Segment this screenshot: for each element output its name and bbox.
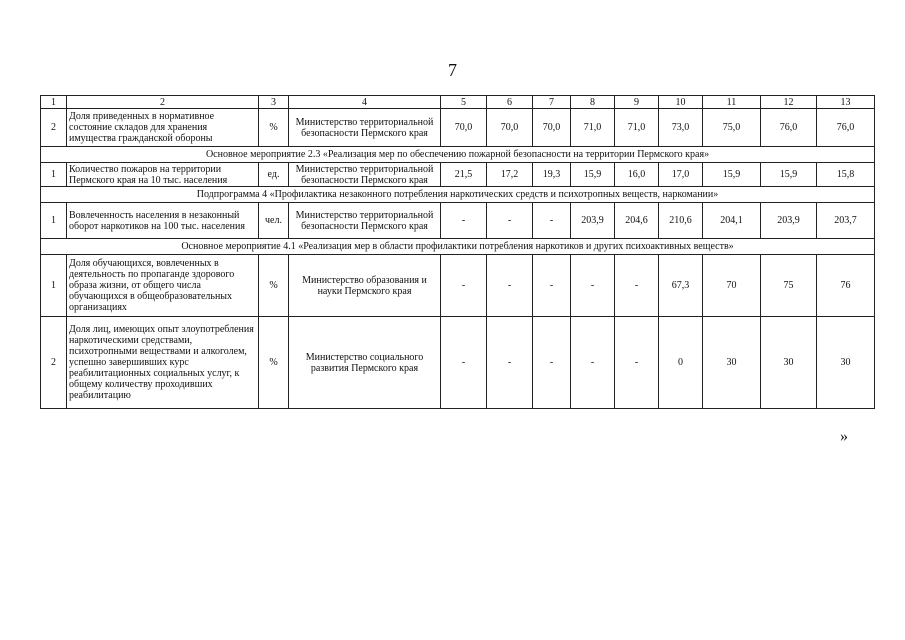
ministry-cell: Министерство территориальной безопасности Пермского края — [289, 163, 441, 187]
header-cell: 8 — [571, 96, 615, 109]
value-cell: - — [487, 255, 533, 317]
value-cell: 16,0 — [615, 163, 659, 187]
value-cell: 15,8 — [817, 163, 875, 187]
ministry-cell: Министерство социального развития Пермского края — [289, 317, 441, 409]
header-cell: 7 — [533, 96, 571, 109]
row-number-cell: 2 — [41, 317, 67, 409]
indicator-name-cell: Доля обучающихся, вовлеченных в деятельность по пропаганде здорового образа жизни, от общего числа обучающихся в общеобразовательных организациях — [67, 255, 259, 317]
section-row — [41, 147, 875, 163]
value-cell: 30 — [761, 317, 817, 409]
table-body — [41, 96, 875, 409]
unit-cell: чел. — [259, 203, 289, 239]
value-cell: 70,0 — [487, 109, 533, 147]
section-row — [41, 187, 875, 203]
indicator-name-cell: Вовлеченность населения в незаконный оборот наркотиков на 100 тыс. населения — [67, 203, 259, 239]
value-cell: 75,0 — [703, 109, 761, 147]
unit-cell: % — [259, 109, 289, 147]
value-cell: 203,9 — [571, 203, 615, 239]
value-cell: 30 — [703, 317, 761, 409]
unit-cell: % — [259, 317, 289, 409]
indicators-table — [40, 95, 875, 409]
value-cell: 75 — [761, 255, 817, 317]
value-cell: 17,2 — [487, 163, 533, 187]
unit-cell: ед. — [259, 163, 289, 187]
section-title: Основное мероприятие 4.1 «Реализация мер в области профилактики потребления наркотиков и других психоактивных веществ» — [41, 239, 875, 255]
header-cell: 4 — [289, 96, 441, 109]
row-number-cell: 2 — [41, 109, 67, 147]
value-cell: 76,0 — [761, 109, 817, 147]
value-cell: 71,0 — [615, 109, 659, 147]
value-cell: - — [571, 317, 615, 409]
header-cell: 11 — [703, 96, 761, 109]
value-cell: - — [533, 317, 571, 409]
value-cell: 203,9 — [761, 203, 817, 239]
closing-quote-mark: » — [840, 428, 848, 445]
table-row — [41, 163, 875, 187]
value-cell: 21,5 — [441, 163, 487, 187]
value-cell: 203,7 — [817, 203, 875, 239]
value-cell: - — [441, 255, 487, 317]
value-cell: 70 — [703, 255, 761, 317]
row-number-cell: 1 — [41, 203, 67, 239]
unit-cell: % — [259, 255, 289, 317]
value-cell: 76,0 — [817, 109, 875, 147]
section-row — [41, 239, 875, 255]
indicator-name-cell: Доля приведенных в нормативное состояние складов для хранения имущества гражданской обороны — [67, 109, 259, 147]
value-cell: 15,9 — [571, 163, 615, 187]
header-cell: 1 — [41, 96, 67, 109]
header-cell: 9 — [615, 96, 659, 109]
indicator-name-cell: Доля лиц, имеющих опыт злоупотребления наркотическими средствами, психотропными веществами и алкоголем, успешно завершивших курс реабилитационных социальных услуг, к общему количеству проходивших реабилитацию — [67, 317, 259, 409]
header-cell: 13 — [817, 96, 875, 109]
header-cell: 6 — [487, 96, 533, 109]
value-cell: - — [533, 255, 571, 317]
section-title: Основное мероприятие 2.3 «Реализация мер по обеспечению пожарной безопасности на территории Пермского края» — [41, 147, 875, 163]
value-cell: 71,0 — [571, 109, 615, 147]
value-cell: 70,0 — [441, 109, 487, 147]
value-cell: 15,9 — [761, 163, 817, 187]
value-cell: - — [615, 255, 659, 317]
value-cell: - — [441, 203, 487, 239]
value-cell: 30 — [817, 317, 875, 409]
value-cell: 204,6 — [615, 203, 659, 239]
indicator-name-cell: Количество пожаров на территории Пермского края на 10 тыс. населения — [67, 163, 259, 187]
value-cell: 70,0 — [533, 109, 571, 147]
header-cell: 2 — [67, 96, 259, 109]
table-row — [41, 109, 875, 147]
header-cell: 12 — [761, 96, 817, 109]
row-number-cell: 1 — [41, 163, 67, 187]
table-row — [41, 255, 875, 317]
page-number: 7 — [448, 60, 457, 80]
table-row — [41, 317, 875, 409]
value-cell: - — [441, 317, 487, 409]
value-cell: - — [487, 317, 533, 409]
ministry-cell: Министерство образования и науки Пермского края — [289, 255, 441, 317]
value-cell: - — [571, 255, 615, 317]
value-cell: 76 — [817, 255, 875, 317]
header-cell: 5 — [441, 96, 487, 109]
value-cell: 204,1 — [703, 203, 761, 239]
header-cell: 10 — [659, 96, 703, 109]
value-cell: 19,3 — [533, 163, 571, 187]
table-row — [41, 203, 875, 239]
value-cell: - — [487, 203, 533, 239]
value-cell: 0 — [659, 317, 703, 409]
section-title: Подпрограмма 4 «Профилактика незаконного потребления наркотических средств и психотропных веществ, наркомании» — [41, 187, 875, 203]
ministry-cell: Министерство территориальной безопасности Пермского края — [289, 203, 441, 239]
value-cell: - — [533, 203, 571, 239]
value-cell: 15,9 — [703, 163, 761, 187]
ministry-cell: Министерство территориальной безопасности Пермского края — [289, 109, 441, 147]
value-cell: 67,3 — [659, 255, 703, 317]
value-cell: 17,0 — [659, 163, 703, 187]
value-cell: 210,6 — [659, 203, 703, 239]
table-header-row — [41, 96, 875, 109]
row-number-cell: 1 — [41, 255, 67, 317]
value-cell: 73,0 — [659, 109, 703, 147]
value-cell: - — [615, 317, 659, 409]
header-cell: 3 — [259, 96, 289, 109]
